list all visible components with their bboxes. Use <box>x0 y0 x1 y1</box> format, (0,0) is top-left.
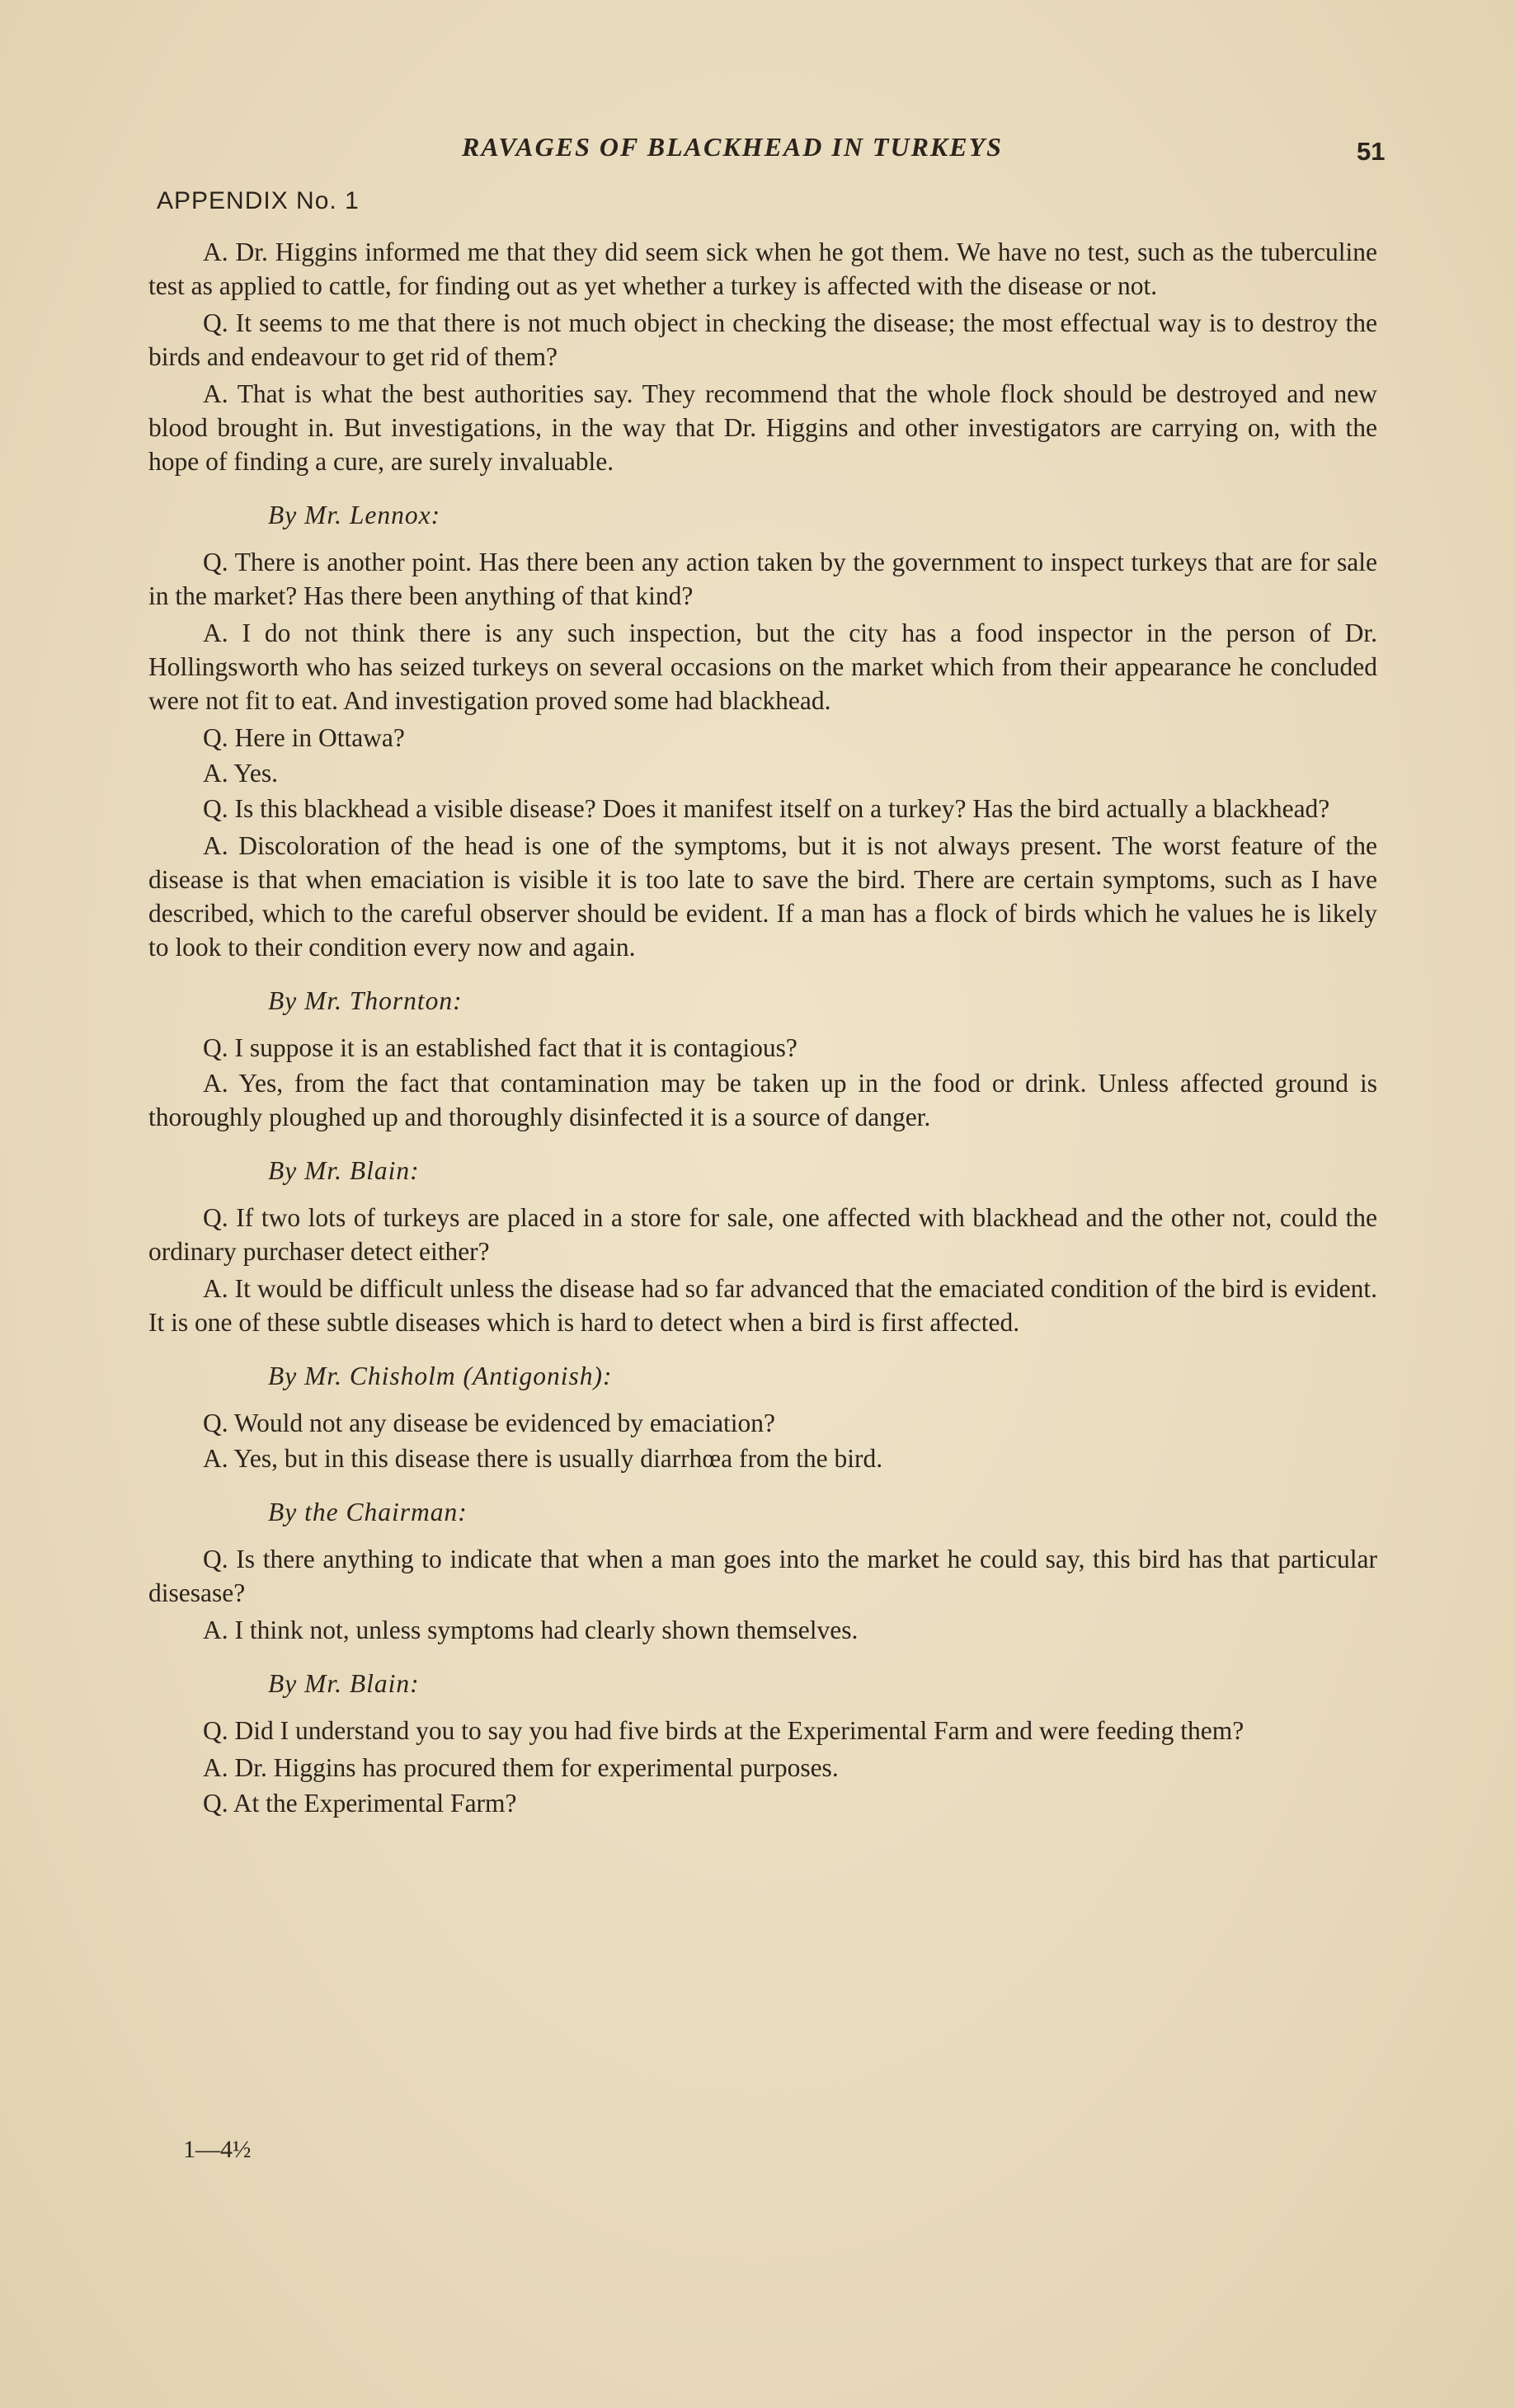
testimony-paragraph: Q. I suppose it is an established fact that it is contagious? <box>203 1033 797 1062</box>
testimony-paragraph: Q. Is this blackhead a visible disease? Does it manifest itself on a turkey? Has the bird actually a blackhead? <box>203 794 1330 823</box>
testimony-paragraph: Q. Would not any disease be evidenced by emaciation? <box>203 1409 776 1437</box>
signature-mark: 1—4½ <box>183 2136 252 2163</box>
testimony-paragraph: Q. Here in Ottawa? <box>203 723 405 752</box>
speaker-heading: By Mr. Chisholm (Antigonish): <box>268 1362 613 1390</box>
speaker-heading: By Mr. Thornton: <box>268 986 463 1015</box>
testimony-paragraph: A. Yes. <box>203 759 279 788</box>
testimony-paragraph: Q. Is there anything to indicate that when a man goes into the market he could say, this bird has that particular disesase? <box>148 1545 1377 1607</box>
page-number: 51 <box>1357 137 1386 166</box>
speaker-heading: By Mr. Lennox: <box>268 501 441 529</box>
testimony-paragraph: A. Yes, from the fact that contamination may be taken up in the food or drink. Unless affected ground is thoroughly ploughed up and thoroughly disinfected it is a source of danger. <box>148 1069 1377 1131</box>
testimony-paragraph: A. Dr. Higgins has procured them for experimental purposes. <box>203 1753 839 1782</box>
testimony-paragraph: Q. There is another point. Has there been any action taken by the government to inspect turkeys that are for sale in the market? Has there been anything of that kind? <box>148 548 1377 610</box>
running-title: RAVAGES OF BLACKHEAD IN TURKEYS <box>462 132 1003 162</box>
testimony-paragraph: A. I do not think there is any such inspection, but the city has a food inspector in the person of Dr. Hollingsworth who has seized turkeys on several occasions on the market which from their appearance he concluded were not fit to eat. And investigation proved some had blackhead. <box>148 618 1377 715</box>
speaker-heading: By Mr. Blain: <box>268 1669 420 1698</box>
speaker-heading: By the Chairman: <box>268 1498 468 1526</box>
appendix-label: APPENDIX No. 1 <box>157 187 360 214</box>
testimony-paragraph: Q. Did I understand you to say you had five birds at the Experimental Farm and were feeding them? <box>203 1716 1244 1745</box>
testimony-paragraph: Q. At the Experimental Farm? <box>203 1789 517 1818</box>
speaker-heading: By Mr. Blain: <box>268 1156 420 1185</box>
testimony-paragraph: A. Dr. Higgins informed me that they did seem sick when he got them. We have no test, such as the tuberculine test as applied to cattle, for finding out as yet whether a turkey is affected with the disease or not. <box>148 238 1377 300</box>
testimony-paragraph: A. That is what the best authorities say. They recommend that the whole flock should be destroyed and new blood brought in. But investigations, in the way that Dr. Higgins and other investigators are carrying on, with the hope of finding a cure, are surely invaluable. <box>148 379 1377 476</box>
testimony-paragraph: Q. It seems to me that there is not much object in checking the disease; the most effectual way is to destroy the birds and endeavour to get rid of them? <box>148 308 1377 371</box>
testimony-paragraph: Q. If two lots of turkeys are placed in a store for sale, one affected with blackhead and the other not, could the ordinary purchaser detect either? <box>148 1203 1377 1266</box>
testimony-body <box>148 235 1377 1822</box>
testimony-paragraph: A. I think not, unless symptoms had clearly shown themselves. <box>203 1616 859 1644</box>
testimony-paragraph: A. Yes, but in this disease there is usually diarrhœa from the bird. <box>203 1444 883 1473</box>
testimony-paragraph: A. Discoloration of the head is one of the symptoms, but it is not always present. The worst feature of the disease is that when emaciation is visible it is too late to save the bird. There are certain symptoms, such as I have described, which to the careful observer should be evident. If a man has a flock of birds which he values he is likely to look to their condition every now and again. <box>148 831 1377 962</box>
testimony-paragraph: A. It would be difficult unless the disease had so far advanced that the emaciated condition of the bird is evident. It is one of these subtle diseases which is hard to detect when a bird is first affected. <box>148 1274 1377 1337</box>
